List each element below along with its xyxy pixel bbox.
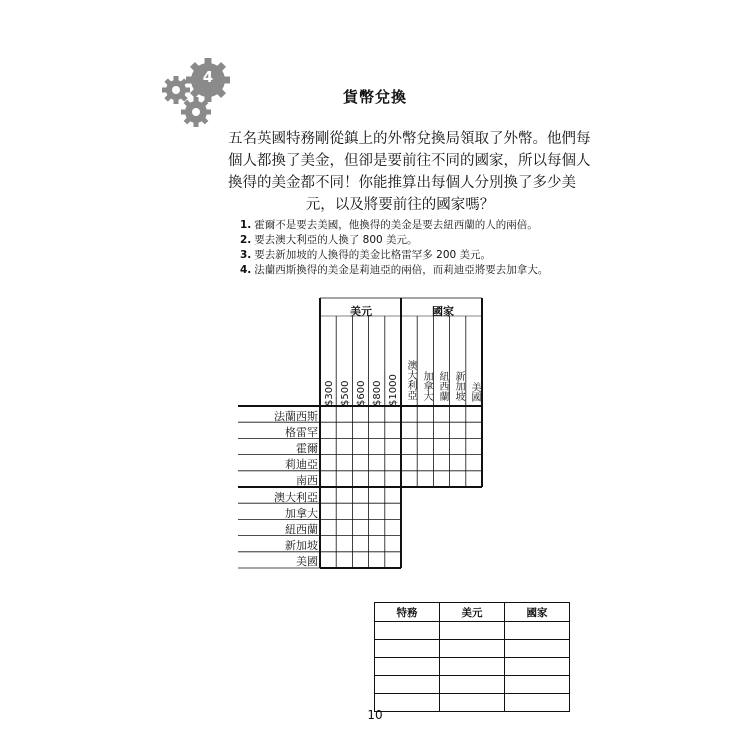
summary-cell[interactable] <box>375 658 440 676</box>
column-label-country: 澳大利亞 <box>405 360 416 400</box>
row-label-country: 紐西蘭 <box>285 523 318 536</box>
summary-header-dollars: 美元 <box>440 603 505 622</box>
row-label-country: 加拿大 <box>285 507 318 520</box>
summary-header-agent: 特務 <box>375 603 440 622</box>
row-label-agent: 法蘭西斯 <box>274 410 318 423</box>
clue-item: 4. 法蘭西斯換得的美金是莉迪亞的兩倍，而莉迪亞將要去加拿大。 <box>240 264 549 276</box>
column-label-country: 紐西蘭 <box>437 371 448 401</box>
summary-cell[interactable] <box>505 676 570 694</box>
row-label-agent: 霍爾 <box>296 442 318 455</box>
column-label-country: 美國 <box>469 382 480 402</box>
intro-text <box>228 128 591 216</box>
clue-item: 2. 要去澳大利亞的人換了 800 美元。 <box>240 234 418 246</box>
row-label-country: 澳大利亞 <box>274 491 318 504</box>
summary-cell[interactable] <box>440 658 505 676</box>
summary-cell[interactable] <box>375 622 440 640</box>
page-number: 10 <box>367 708 383 722</box>
row-label-agent: 莉迪亞 <box>285 458 318 471</box>
intro-line: 五名英國特務剛從鎮上的外幣兌換局領取了外幣。他們每 <box>228 131 591 147</box>
summary-cell[interactable] <box>375 676 440 694</box>
summary-row <box>375 640 570 658</box>
summary-row <box>375 676 570 694</box>
column-label-dollar: $500 <box>340 380 351 406</box>
puzzle-number: 4 <box>202 68 214 86</box>
summary-cell[interactable] <box>505 640 570 658</box>
summary-row <box>375 658 570 676</box>
group-header-countries: 國家 <box>432 305 454 318</box>
summary-cell[interactable] <box>440 622 505 640</box>
column-label-dollar: $300 <box>324 380 335 406</box>
summary-cell[interactable] <box>440 676 505 694</box>
summary-header-country: 國家 <box>505 603 570 622</box>
column-label-dollar: $600 <box>356 380 367 406</box>
page-title: 貨幣兌換 <box>342 88 407 106</box>
row-label-agent: 南西 <box>296 474 318 487</box>
summary-table <box>374 602 570 712</box>
row-label-country: 美國 <box>296 555 318 568</box>
summary-cell[interactable] <box>505 658 570 676</box>
column-label-dollar: $1000 <box>388 374 399 406</box>
summary-cell[interactable] <box>375 640 440 658</box>
summary-cell[interactable] <box>440 640 505 658</box>
intro-line: 元，以及將要前往的國家嗎？ <box>305 197 495 213</box>
row-label-agent: 格雷罕 <box>285 426 318 439</box>
column-label-country: 新加坡 <box>453 371 464 401</box>
row-label-country: 新加坡 <box>285 539 318 552</box>
clue-item: 1. 霍爾不是要去美國，他換得的美金是要去紐西蘭的人的兩倍。 <box>240 219 538 231</box>
group-header-dollars: 美元 <box>350 305 372 318</box>
clue-item: 3. 要去新加坡的人換得的美金比格雷罕多 200 美元。 <box>240 249 492 261</box>
summary-cell[interactable] <box>505 622 570 640</box>
intro-line: 換得的美金都不同！你能推算出每個人分別換了多少美 <box>228 175 576 191</box>
clue-list <box>240 218 548 278</box>
column-label-dollar: $800 <box>372 380 383 406</box>
column-label-country: 加拿大 <box>421 371 432 401</box>
intro-line: 個人都換了美金，但卻是要前往不同的國家，所以每個人 <box>228 153 591 169</box>
summary-row <box>375 622 570 640</box>
